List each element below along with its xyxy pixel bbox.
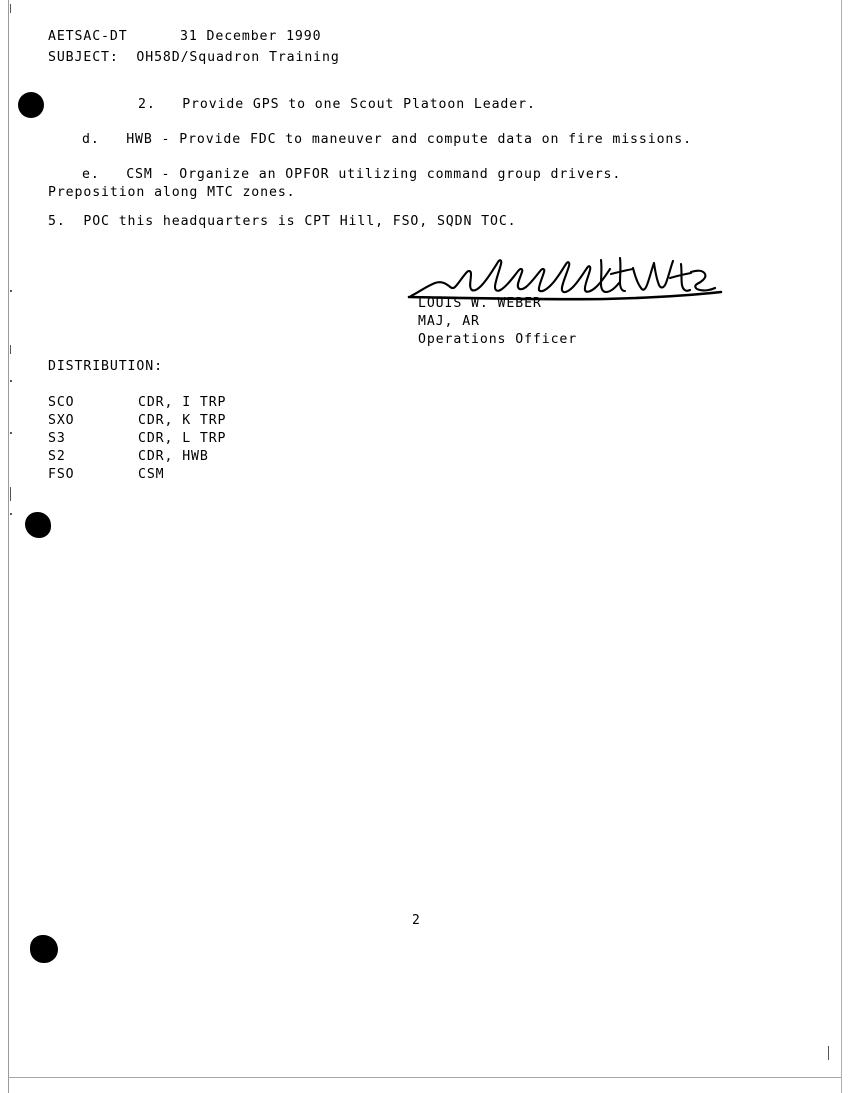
distribution-left-item: S2 — [48, 449, 66, 464]
scan-artifact-mark — [10, 290, 12, 292]
scan-artifact-mark — [10, 432, 12, 434]
scan-edge-right — [841, 0, 842, 1093]
paragraph-item-2: 2. Provide GPS to one Scout Platoon Leader. — [138, 97, 536, 112]
distribution-right-item: CSM — [138, 467, 165, 482]
paragraph-item-5: 5. POC this headquarters is CPT Hill, FSO, SQDN TOC. — [48, 214, 517, 229]
signer-name: LOUIS W. WEBER — [418, 296, 542, 311]
scan-artifact-mark — [828, 1046, 829, 1060]
scan-edge-left — [8, 0, 9, 1093]
signer-title: Operations Officer — [418, 332, 578, 347]
scan-artifact-mark — [10, 513, 12, 515]
scan-artifact-mark — [10, 345, 11, 354]
scan-artifact-mark — [10, 487, 11, 501]
distribution-label: DISTRIBUTION: — [48, 359, 163, 374]
scan-artifact-mark — [10, 380, 12, 382]
distribution-left-item: SXO — [48, 413, 75, 428]
distribution-right-item: CDR, I TRP — [138, 395, 227, 410]
distribution-right-item: CDR, HWB — [138, 449, 209, 464]
paragraph-item-e-continued: Preposition along MTC zones. — [48, 185, 296, 200]
hole-punch-mark — [30, 935, 58, 963]
scan-artifact-mark — [10, 4, 11, 13]
signer-rank: MAJ, AR — [418, 314, 480, 329]
document-date: 31 December 1990 — [180, 29, 322, 44]
distribution-left-item: S3 — [48, 431, 66, 446]
paragraph-item-e: e. CSM - Organize an OPFOR utilizing command group drivers. — [82, 167, 622, 182]
hole-punch-mark — [25, 512, 51, 538]
distribution-left-item: SCO — [48, 395, 75, 410]
subject-line: SUBJECT: OH58D/Squadron Training — [48, 50, 340, 65]
distribution-left-item: FSO — [48, 467, 75, 482]
hole-punch-mark — [18, 92, 44, 118]
distribution-right-item: CDR, K TRP — [138, 413, 227, 428]
paragraph-item-d: d. HWB - Provide FDC to maneuver and compute data on fire missions. — [82, 132, 692, 147]
distribution-right-item: CDR, L TRP — [138, 431, 227, 446]
page-number: 2 — [412, 913, 421, 928]
office-symbol: AETSAC-DT — [48, 29, 128, 44]
scan-edge-bottom — [8, 1077, 842, 1078]
